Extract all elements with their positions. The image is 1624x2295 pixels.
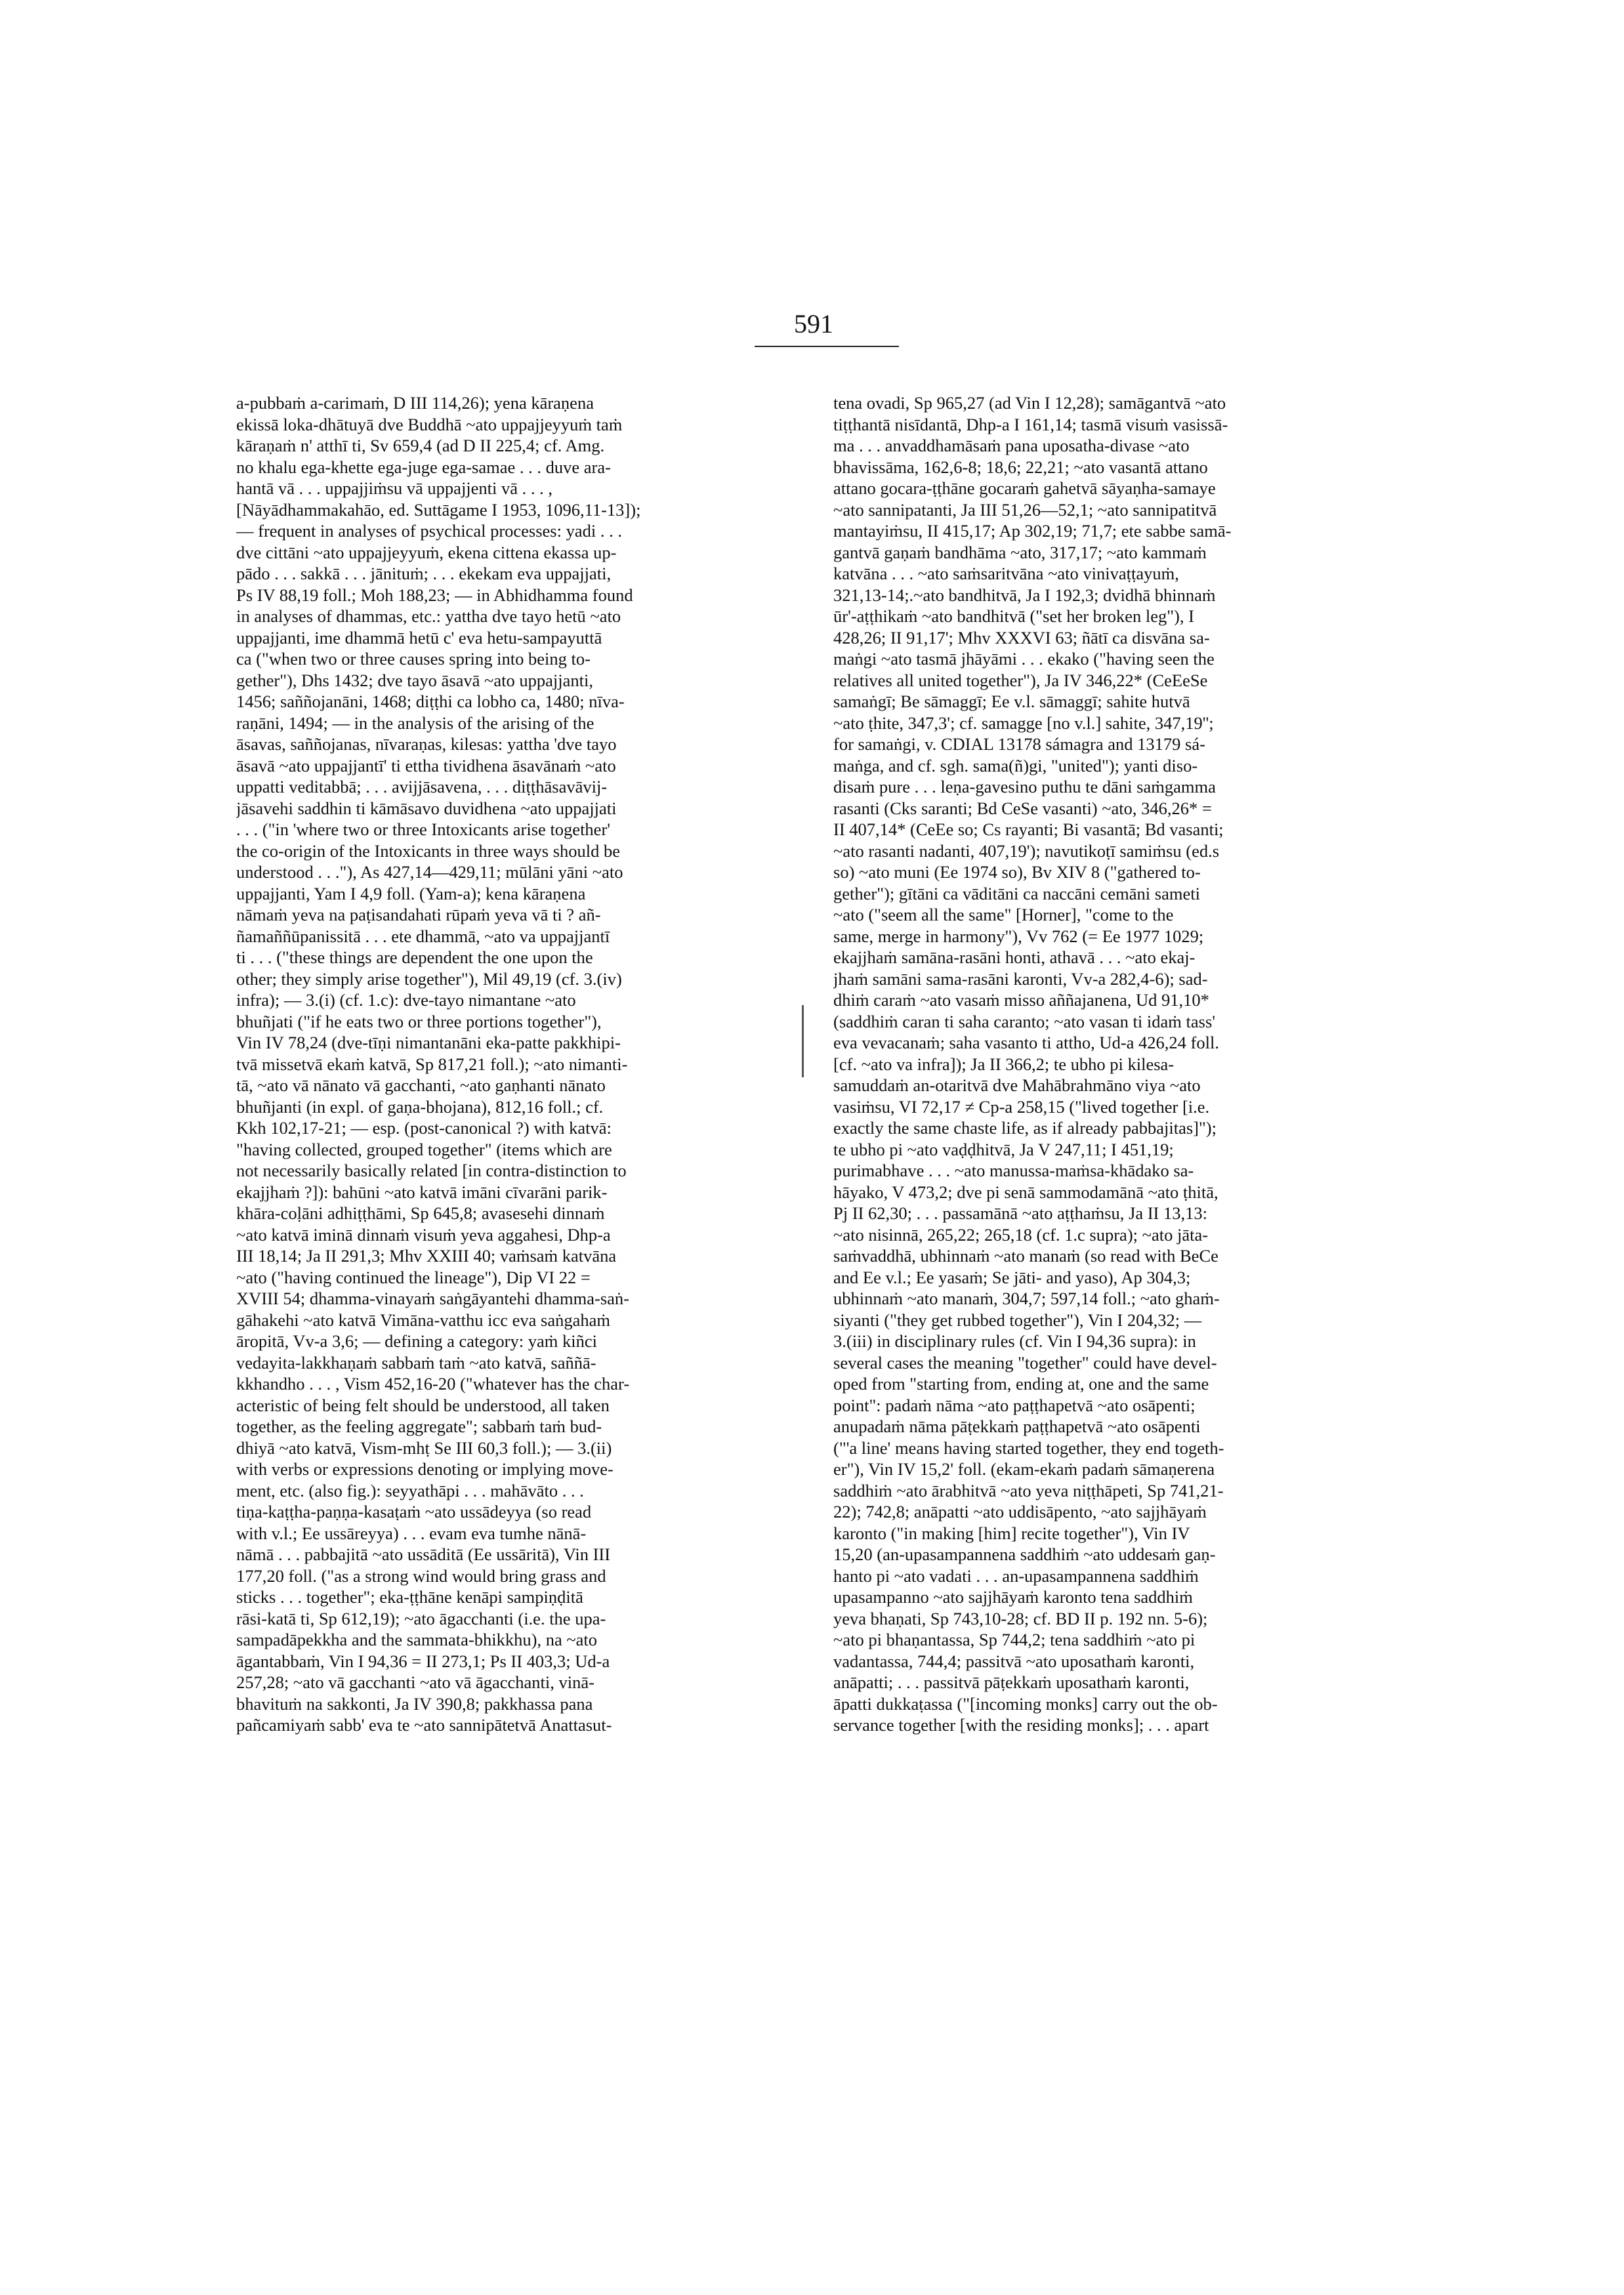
text-line: bhavissāma, 162,6-8; 18,6; 22,21; ~ato vasantā attano <box>833 457 1208 477</box>
text-line: and Ee v.l.; Ee yasaṁ; Se jāti- and yaso), Ap 304,3; <box>833 1267 1191 1287</box>
text-line: dhiyā ~ato katvā, Vism-mhṭ Se III 60,3 foll.); — 3.(ii) <box>236 1437 612 1458</box>
text-line: te ubho pi ~ato vaḍḍhitvā, Ja V 247,11; I 451,19; <box>833 1139 1174 1159</box>
text-line: 1456; saññojanāni, 1468; diṭṭhi ca lobho ca, 1480; nīva- <box>236 692 625 711</box>
text-line: uppajjanti, ime dhammā hetū c' eva hetu-sampayuttā <box>236 627 602 648</box>
text-line: 257,28; ~ato vā gacchanti ~ato vā āgacchanti, vinā- <box>236 1672 594 1692</box>
text-line: kkhandho . . . , Vism 452,16-20 ("whatever has the char- <box>236 1374 630 1394</box>
text-line: no khalu ega-khette ega-juge ega-samae . . . duve ara- <box>236 457 611 477</box>
text-line: gether"), Dhs 1432; dve tayo āsavā ~ato uppajjanti, <box>236 670 593 690</box>
text-line: tiṇa-kaṭṭha-paṇṇa-kasaṭaṁ ~ato ussādeyya (so read <box>236 1502 592 1521</box>
text-line: khāra-coḷāni adhiṭṭhāmi, Sp 645,8; avasesehi dinnaṁ <box>236 1203 605 1223</box>
text-line: exactly the same chaste life, as if already pabbajitas]"); <box>833 1118 1217 1138</box>
text-line: ~ato ("seem all the same" [Horner], "come to the <box>833 905 1174 924</box>
text-line: II 407,14* (CeEe so; Cs rayanti; Bi vasantā; Bd vasanti; <box>833 819 1224 839</box>
text-line: katvāna . . . ~ato saṁsaritvāna ~ato vinivaṭṭayuṁ, <box>833 564 1179 583</box>
text-line: siyanti ("they get rubbed together"), Vin I 204,32; — <box>833 1310 1202 1330</box>
text-line: for samaṅgi, v. CDIAL 13178 sámagra and 13179 sá- <box>833 734 1205 754</box>
text-line: āpatti dukkaṭassa ("[incoming monks] carry out the ob- <box>833 1693 1218 1714</box>
text-line: jhaṁ samāni sama-rasāni karonti, Vv-a 282,4-6); sad- <box>833 968 1208 989</box>
text-line: āropitā, Vv-a 3,6; — defining a category: yaṁ kiñci <box>236 1331 597 1351</box>
text-line: rasanti (Cks saranti; Bd CeSe vasanti) ~ato, 346,26* = <box>833 798 1212 818</box>
text-line: — frequent in analyses of psychical processes: yadi . . . <box>236 521 622 541</box>
text-line: ~ato ṭhite, 347,3'; cf. samagge [no v.l.] sahite, 347,19''; <box>833 713 1214 733</box>
page-number-rule <box>755 346 899 347</box>
text-line: anupadaṁ nāma pāṭekkaṁ paṭṭhapetvā ~ato osāpenti <box>833 1416 1201 1436</box>
left-column <box>236 392 807 2216</box>
text-line: point": padaṁ nāma ~ato paṭṭhapetvā ~ato osāpenti; <box>833 1395 1196 1415</box>
text-line: servance together [with the residing monks]; . . . apart <box>833 1715 1209 1735</box>
text-line: a-pubbaṁ a-carimaṁ, D III 114,26); yena kāraṇena <box>236 393 594 413</box>
text-line: [cf. ~ato va infra]); Ja II 366,2; te ubho pi kilesa- <box>833 1054 1175 1074</box>
text-line: uppajjanti, Yam I 4,9 foll. (Yam-a); kena kāraṇena <box>236 883 586 903</box>
text-line: oped from "starting from, ending at, one and the same <box>833 1374 1209 1394</box>
text-line: anāpatti; . . . passitvā pāṭekkaṁ uposathaṁ karonti, <box>833 1672 1190 1692</box>
text-line: ñamaññūpanissitā . . . ete dhammā, ~ato va uppajjantī <box>236 926 610 946</box>
text-line: maṅga, and cf. sgh. sama(ñ)gi, "united"); yanti diso- <box>833 755 1198 775</box>
text-line: ment, etc. (also fig.): seyyathāpi . . . mahāvāto . . . <box>236 1480 584 1500</box>
text-line: Kkh 102,17-21; — esp. (post-canonical ?) with katvā: <box>236 1118 612 1138</box>
text-line: sampadāpekkha and the sammata-bhikkhu), na ~ato <box>236 1630 598 1649</box>
text-line: 3.(iii) in disciplinary rules (cf. Vin I 94,36 supra): in <box>833 1331 1196 1351</box>
text-line: with v.l.; Ee ussāreyya) . . . evam eva tumhe nānā- <box>236 1523 587 1543</box>
text-line: so) ~ato muni (Ee 1974 so), Bv XIV 8 ("gathered to- <box>833 862 1201 882</box>
text-line: ekissā loka-dhātuyā dve Buddhā ~ato uppajjeyyuṁ taṁ <box>236 414 623 434</box>
text-line: disaṁ pure . . . leṇa-gavesino puthu te dāni saṁgamma <box>833 777 1216 796</box>
text-line: ~ato katvā iminā dinnaṁ visuṁ yeva aggahesi, Dhp-a <box>236 1224 611 1245</box>
text-line: 321,13-14;.~ato bandhitvā, Ja I 192,3; dvidhā bhinnaṁ <box>833 585 1216 605</box>
text-line: er"), Vin IV 15,2' foll. (ekam-ekaṁ padaṁ sāmaṇerena <box>833 1459 1215 1479</box>
text-line: 22); 742,8; anāpatti ~ato uddisāpento, ~ato sajjhāyaṁ <box>833 1502 1207 1521</box>
text-line: dhiṁ caraṁ ~ato vasaṁ misso aññajanena, Ud 91,10* <box>833 990 1209 1010</box>
text-line: ekajjhaṁ ?]): bahūni ~ato katvā imāni cīvarāni parik- <box>236 1182 608 1202</box>
text-line: bhuñjanti (in expl. of gaṇa-bhojana), 812,16 foll.; cf. <box>236 1096 604 1117</box>
text-line: hāyako, V 473,2; dve pi senā sammodamānā ~ato ṭhitā, <box>833 1182 1218 1202</box>
text-line: ca ("when two or three causes spring into being to- <box>236 649 591 669</box>
text-line: āsavā ~ato uppajjantī' ti ettha tividhena āsavānaṁ ~ato <box>236 755 616 775</box>
text-line: kāraṇaṁ n' atthī ti, Sv 659,4 (ad D II 225,4; cf. Amg. <box>236 436 605 455</box>
text-line: eva vevacanaṁ; saha vasanto ti attho, Ud-a 426,24 foll. <box>833 1033 1219 1052</box>
text-line: understood . . ."), As 427,14—429,11; mūlāni yāni ~ato <box>236 862 623 882</box>
text-line: 15,20 (an-upasampannena saddhiṁ ~ato uddesaṁ gaṇ- <box>833 1544 1216 1564</box>
text-line: not necessarily basically related [in contra-distinction to <box>236 1161 627 1180</box>
text-line: tā, ~ato vā nānato vā gacchanti, ~ato gaṇhanti nānato <box>236 1075 606 1095</box>
text-line: Ps IV 88,19 foll.; Moh 188,23; — in Abhidhamma found <box>236 585 633 605</box>
text-line: vedayita-lakkhaṇaṁ sabbaṁ taṁ ~ato katvā, saññā- <box>236 1352 596 1373</box>
text-line: XVIII 54; dhamma-vinayaṁ saṅgāyantehi dhamma-saṅ- <box>236 1289 629 1308</box>
text-line: ~ato rasanti nadanti, 407,19'); navutikoṭī samiṁsu (ed.s <box>833 840 1220 861</box>
text-line: hantā vā . . . uppajjiṁsu vā uppajjenti vā . . . , <box>236 478 553 498</box>
text-line: samaṅgī; Be sāmaggī; Ee v.l. sāmaggī; sahite hutvā <box>833 692 1190 711</box>
text-line: nāmaṁ yeva na paṭisandahati rūpaṁ yeva vā ti ? añ- <box>236 905 601 924</box>
text-line: Vin IV 78,24 (dve-tīṇi nimantanāni eka-patte pakkhipi- <box>236 1033 621 1052</box>
text-line: ~ato nisinnā, 265,22; 265,18 (cf. 1.c supra); ~ato jāta- <box>833 1224 1209 1245</box>
text-line: maṅgi ~ato tasmā jhāyāmi . . . ekako ("having seen the <box>833 649 1215 669</box>
text-line: rāsi-katā ti, Sp 612,19); ~ato āgacchanti (i.e. the upa- <box>236 1608 606 1628</box>
text-line: ubhinnaṁ ~ato manaṁ, 304,7; 597,14 foll.; ~ato ghaṁ- <box>833 1289 1220 1308</box>
text-line: tena ovadi, Sp 965,27 (ad Vin I 12,28); samāgantvā ~ato <box>833 393 1226 413</box>
text-line: ti . . . ("these things are dependent the one upon the <box>236 947 593 967</box>
text-line: ūr'-aṭṭhikaṁ ~ato bandhitvā ("set her broken leg"), I <box>833 606 1194 626</box>
text-line: Pj II 62,30; . . . passamānā ~ato aṭṭhaṁsu, Ja II 13,13: <box>833 1203 1207 1223</box>
text-line: gāhakehi ~ato katvā Vimāna-vatthu icc eva saṅgahaṁ <box>236 1310 610 1330</box>
right-column <box>833 392 1404 2216</box>
text-line: vasiṁsu, VI 72,17 ≠ Cp-a 258,15 ("lived together [i.e. <box>833 1096 1210 1117</box>
text-line: pañcamiyaṁ sabb' eva te ~ato sannipātetvā Anattasut- <box>236 1715 612 1735</box>
text-line: dve cittāni ~ato uppajjeyyuṁ, ekena cittena ekassa up- <box>236 542 617 562</box>
text-line: the co-origin of the Intoxicants in three ways should be <box>236 840 621 861</box>
text-line: "having collected, grouped together" (items which are <box>236 1139 612 1159</box>
text-line: bhavituṁ na sakkonti, Ja IV 390,8; pakkhassa pana <box>236 1693 593 1714</box>
text-line: ~ato ("having continued the lineage"), Dip VI 22 = <box>236 1267 591 1287</box>
text-line: purimabhave . . . ~ato manussa-maṁsa-khādako sa- <box>833 1161 1194 1180</box>
text-line: attano gocara-ṭṭhāne gocaraṁ gahetvā sāyaṇha-samaye <box>833 478 1216 498</box>
text-line: saṁvaddhā, ubhinnaṁ ~ato manaṁ (so read with BeCe <box>833 1246 1218 1266</box>
text-line: ~ato pi bhaṇantassa, Sp 744,2; tena saddhiṁ ~ato pi <box>833 1630 1196 1649</box>
text-line: ma . . . anvaddhamāsaṁ pana uposatha-divase ~ato <box>833 436 1190 455</box>
text-line: karonto ("in making [him] recite together"), Vin IV <box>833 1523 1190 1543</box>
text-line: raṇāni, 1494; — in the analysis of the arising of the <box>236 713 594 733</box>
text-line: vadantassa, 744,4; passitvā ~ato uposathaṁ karonti, <box>833 1651 1195 1671</box>
text-line: 428,26; II 91,17'; Mhv XXXVI 63; ñātī ca disvāna sa- <box>833 627 1210 648</box>
text-line: bhuñjati ("if he eats two or three portions together"), <box>236 1011 602 1031</box>
text-line: ("'a line' means having started together, they end togeth- <box>833 1437 1224 1458</box>
text-line: together, as the feeling aggregate"; sabbaṁ taṁ bud- <box>236 1416 602 1436</box>
text-line: saddhiṁ ~ato ārabhitvā ~ato yeva niṭṭhāpeti, Sp 741,21- <box>833 1480 1224 1500</box>
text-line: samuddaṁ an-otaritvā dve Mahābrahmāno viya ~ato <box>833 1075 1201 1095</box>
text-line: same, merge in harmony"), Vv 762 (= Ee 1977 1029; <box>833 926 1204 946</box>
text-line: . . . ("in 'where two or three Intoxicants arise together' <box>236 819 611 839</box>
text-line: tvā missetvā ekaṁ katvā, Sp 817,21 foll.); ~ato nimanti- <box>236 1054 628 1074</box>
text-line: uppatti veditabbā; . . . avijjāsavena, . . . diṭṭhāsavāvij- <box>236 777 608 796</box>
text-line: yeva bhaṇati, Sp 743,10-28; cf. BD II p. 192 nn. 5-6); <box>833 1608 1208 1628</box>
text-line: other; they simply arise together"), Mil 49,19 (cf. 3.(iv) <box>236 968 622 989</box>
text-line: 177,20 foll. ("as a strong wind would bring grass and <box>236 1565 606 1586</box>
text-line: acteristic of being felt should be understood, all taken <box>236 1395 610 1415</box>
text-line: pādo . . . sakkā . . . jānituṁ; . . . ekekam eva uppajjati, <box>236 564 612 583</box>
text-line: ~ato sannipatanti, Ja III 51,26—52,1; ~ato sannipatitvā <box>833 499 1217 520</box>
text-line: nāmā . . . pabbajitā ~ato ussāditā (Ee ussāritā), Vin III <box>236 1544 611 1564</box>
text-line: several cases the meaning "together" could have devel- <box>833 1352 1217 1373</box>
text-line: infra); — 3.(i) (cf. 1.c): dve-tayo nimantane ~ato <box>236 990 576 1010</box>
text-line: gether"); gītāni ca vāditāni ca naccāni cemāni sameti <box>833 883 1200 903</box>
text-line: gantvā gaṇaṁ bandhāma ~ato, 317,17; ~ato kammaṁ <box>833 542 1207 562</box>
text-line: III 18,14; Ja II 291,3; Mhv XXIII 40; vaṁsaṁ katvāna <box>236 1246 617 1266</box>
text-line: ekajjhaṁ samāna-rasāni honti, athavā . . . ~ato ekaj- <box>833 947 1196 967</box>
text-line: upasampanno ~ato sajjhāyaṁ karonto tena saddhiṁ <box>833 1587 1193 1607</box>
text-line: [Nāyādhammakahāo, ed. Suttāgame I 1953, 1096,11-13]); <box>236 499 641 520</box>
text-line: relatives all united together"), Ja IV 346,22* (CeEeSe <box>833 670 1208 690</box>
text-line: sticks . . . together"; eka-ṭṭhāne kenāpi sampiṇḍitā <box>236 1587 583 1607</box>
text-line: hanto pi ~ato vadati . . . an-upasampannena saddhiṁ <box>833 1565 1199 1586</box>
text-line: tiṭṭhantā nisīdantā, Dhp-a I 161,14; tasmā visuṁ vasissā- <box>833 414 1228 434</box>
text-line: with verbs or expressions denoting or implying move- <box>236 1459 614 1479</box>
text-line: āsavas, saññojanas, nīvaraṇas, kilesas: yattha 'dve tayo <box>236 734 617 754</box>
page-number: 591 <box>794 309 833 339</box>
text-line: (saddhiṁ caran ti saha caranto; ~ato vasan ti idaṁ tass' <box>833 1011 1216 1031</box>
text-line: in analyses of dhammas, etc.: yattha dve tayo hetū ~ato <box>236 606 621 626</box>
text-line: mantayiṁsu, II 415,17; Ap 302,19; 71,7; ete sabbe samā- <box>833 521 1232 541</box>
text-line: jāsavehi saddhin ti kāmāsavo duvidhena ~ato uppajjati <box>236 798 617 818</box>
text-line: āgantabbaṁ, Vin I 94,36 = II 273,1; Ps II 403,3; Ud-a <box>236 1651 610 1671</box>
